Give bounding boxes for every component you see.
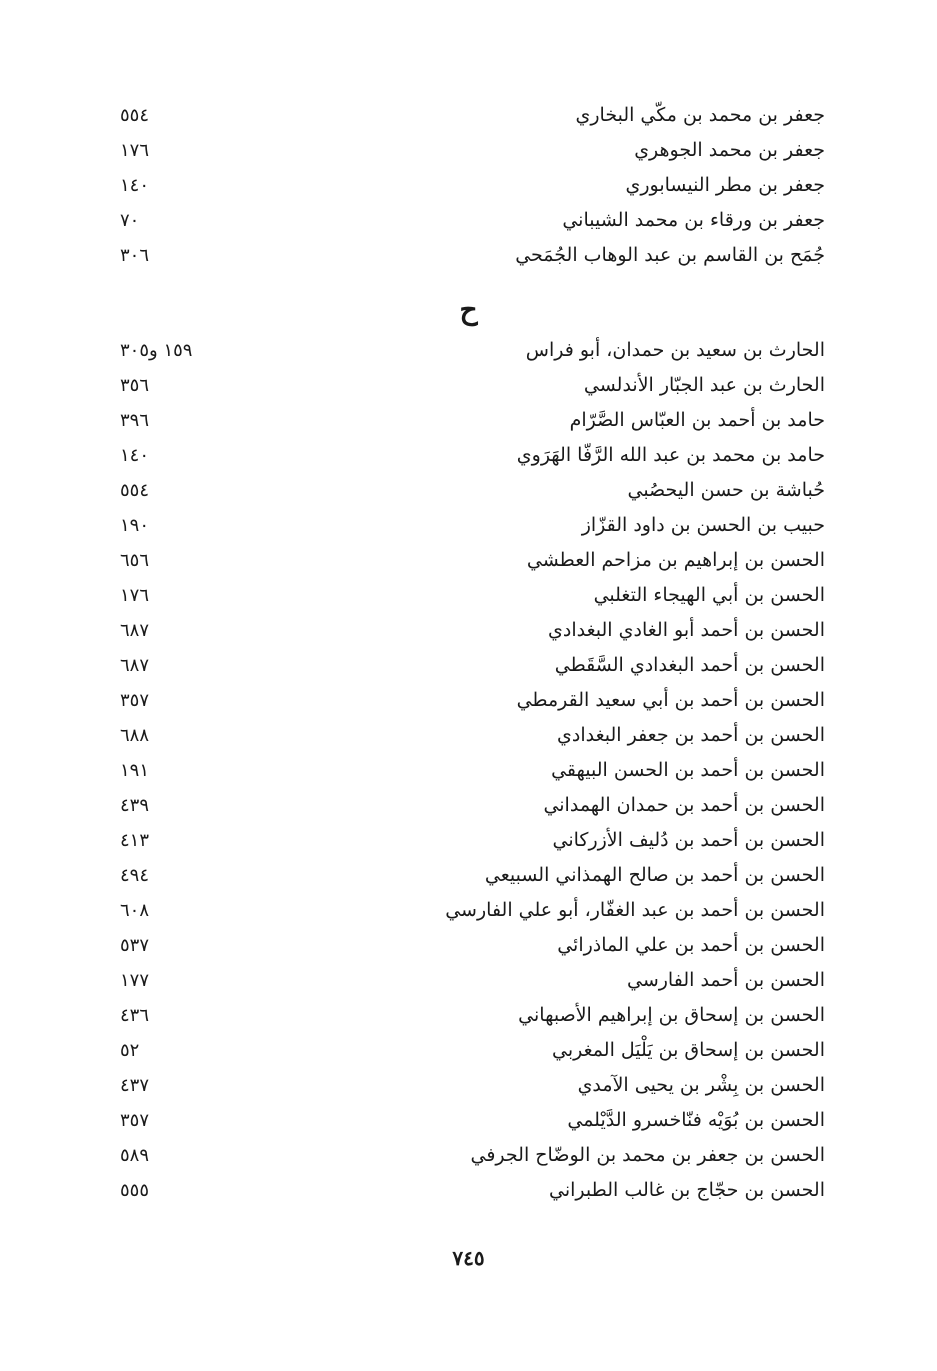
entry-pages: ٤٣٧ xyxy=(120,1075,150,1096)
entry-name: الحسن بن أحمد أبو الغادي البغدادي xyxy=(548,619,825,641)
index-entry xyxy=(120,823,825,858)
entry-pages: ١٧٦ xyxy=(120,585,150,606)
index-list-ha xyxy=(120,333,825,1208)
index-entry xyxy=(120,928,825,963)
index-list-jim xyxy=(120,98,825,273)
entry-name: الحسن بن أحمد بن أبي سعيد القرمطي xyxy=(516,689,825,711)
index-entry xyxy=(120,718,825,753)
entry-name: الحسن بن بُوَيْه فنّاخسرو الدَّيْلمي xyxy=(567,1109,825,1131)
index-entry xyxy=(120,858,825,893)
entry-name: حُباشة بن حسن اليحصُبي xyxy=(627,479,825,501)
entry-pages: ٧٠ xyxy=(120,210,140,231)
entry-pages: ٥٢ xyxy=(120,1040,140,1061)
entry-pages: ٤٣٩ xyxy=(120,795,150,816)
entry-name: الحسن بن بِشْر بن يحيى الآمدي xyxy=(577,1074,825,1096)
entry-pages: ٤٩٤ xyxy=(120,865,150,886)
index-entry xyxy=(120,963,825,998)
entry-name: الحسن بن أبي الهيجاء التغلبي xyxy=(593,584,825,606)
index-entry xyxy=(120,788,825,823)
entry-pages: ٤٣٦ xyxy=(120,1005,150,1026)
entry-name: جُمَح بن القاسم بن عبد الوهاب الجُمَحي xyxy=(515,244,825,266)
entry-pages: ١٧٦ xyxy=(120,140,150,161)
entry-name: جعفر بن محمد بن مكّي البخاري xyxy=(575,104,825,126)
entry-name: الحارث بن عبد الجبّار الأندلسي xyxy=(583,374,825,396)
entry-name: الحسن بن إبراهيم بن مزاحم العطشي xyxy=(526,549,825,571)
entry-name: حامد بن أحمد بن العبّاس الصَّرّام xyxy=(569,409,825,431)
entry-name: الحارث بن سعيد بن حمدان، أبو فراس xyxy=(525,339,825,361)
entry-name: حامد بن محمد بن عبد الله الرَّفّا الهَرَوي xyxy=(516,444,825,466)
index-entry xyxy=(120,1068,825,1103)
entry-pages: ١٧٧ xyxy=(120,970,150,991)
entry-name: الحسن بن أحمد بن الحسن البيهقي xyxy=(551,759,825,781)
index-entry xyxy=(120,543,825,578)
entry-name: الحسن بن أحمد البغدادي السَّقَطي xyxy=(554,654,825,676)
entry-pages: ٥٥٥ xyxy=(120,1180,150,1201)
index-entry xyxy=(120,403,825,438)
entry-pages: ٦٨٧ xyxy=(120,620,150,641)
entry-pages: ٦٥٦ xyxy=(120,550,150,571)
index-entry xyxy=(120,893,825,928)
index-entry xyxy=(120,168,825,203)
entry-pages: ٥٥٤ xyxy=(120,105,150,126)
index-entry xyxy=(120,238,825,273)
index-entry xyxy=(120,368,825,403)
entry-name: الحسن بن أحمد بن جعفر البغدادي xyxy=(557,724,825,746)
index-entry xyxy=(120,1033,825,1068)
entry-name: الحسن بن إسحاق بن إبراهيم الأصبهاني xyxy=(518,1004,825,1026)
entry-name: الحسن بن أحمد بن حمدان الهمداني xyxy=(543,794,825,816)
section-heading-letter: ح xyxy=(459,293,478,326)
entry-name: الحسن بن جعفر بن محمد بن الوضّاح الجرفي xyxy=(470,1144,825,1166)
index-entry xyxy=(120,333,825,368)
entry-pages: ٦٨٨ xyxy=(120,725,150,746)
entry-pages: ١٩١ xyxy=(120,760,150,781)
entry-name: الحسن بن أحمد الفارسي xyxy=(627,969,825,991)
index-entry xyxy=(120,203,825,238)
index-entry xyxy=(120,133,825,168)
entry-pages: ٦٠٨ xyxy=(120,900,150,921)
index-entry xyxy=(120,473,825,508)
entry-pages: ٣٥٦ xyxy=(120,375,150,396)
entry-name: الحسن بن إسحاق بن يَلْيَل المغربي xyxy=(552,1039,825,1061)
entry-name: الحسن بن أحمد بن صالح الهمذاني السبيعي xyxy=(484,864,825,886)
entry-pages: ٣٩٦ xyxy=(120,410,150,431)
index-entry xyxy=(120,998,825,1033)
index-entry xyxy=(120,578,825,613)
entry-name: الحسن بن أحمد بن عبد الغفّار، أبو علي الفارسي xyxy=(445,899,825,921)
entry-name: الحسن بن حجّاج بن غالب الطبراني xyxy=(549,1179,825,1201)
page-number: ٧٤٥ xyxy=(452,1246,485,1270)
entry-pages: ١٥٩ و٣٠٥ xyxy=(120,340,193,361)
entry-name: جعفر بن محمد الجوهري xyxy=(634,139,825,161)
index-entry xyxy=(120,753,825,788)
entry-name: الحسن بن أحمد بن دُليف الأزركاني xyxy=(552,829,825,851)
index-entry xyxy=(120,98,825,133)
entry-pages: ٣٥٧ xyxy=(120,690,150,711)
index-entry xyxy=(120,1173,825,1208)
index-entry xyxy=(120,683,825,718)
entry-pages: ٣٥٧ xyxy=(120,1110,150,1131)
entry-pages: ١٤٠ xyxy=(120,175,150,196)
entry-pages: ٥٨٩ xyxy=(120,1145,150,1166)
entry-pages: ٥٣٧ xyxy=(120,935,150,956)
entry-name: حبيب بن الحسن بن داود القزّاز xyxy=(581,514,825,536)
index-entry xyxy=(120,1103,825,1138)
entry-pages: ٤١٣ xyxy=(120,830,150,851)
entry-pages: ١٩٠ xyxy=(120,515,150,536)
index-entry xyxy=(120,613,825,648)
entry-pages: ٥٥٤ xyxy=(120,480,150,501)
index-entry xyxy=(120,438,825,473)
index-entry xyxy=(120,1138,825,1173)
entry-pages: ١٤٠ xyxy=(120,445,150,466)
entry-pages: ٦٨٧ xyxy=(120,655,150,676)
entry-name: جعفر بن مطر النيسابوري xyxy=(625,174,825,196)
index-entry xyxy=(120,648,825,683)
entry-name: جعفر بن ورقاء بن محمد الشيباني xyxy=(562,209,825,231)
index-entry xyxy=(120,508,825,543)
entry-pages: ٣٠٦ xyxy=(120,245,150,266)
entry-name: الحسن بن أحمد بن علي الماذرائي xyxy=(557,934,825,956)
